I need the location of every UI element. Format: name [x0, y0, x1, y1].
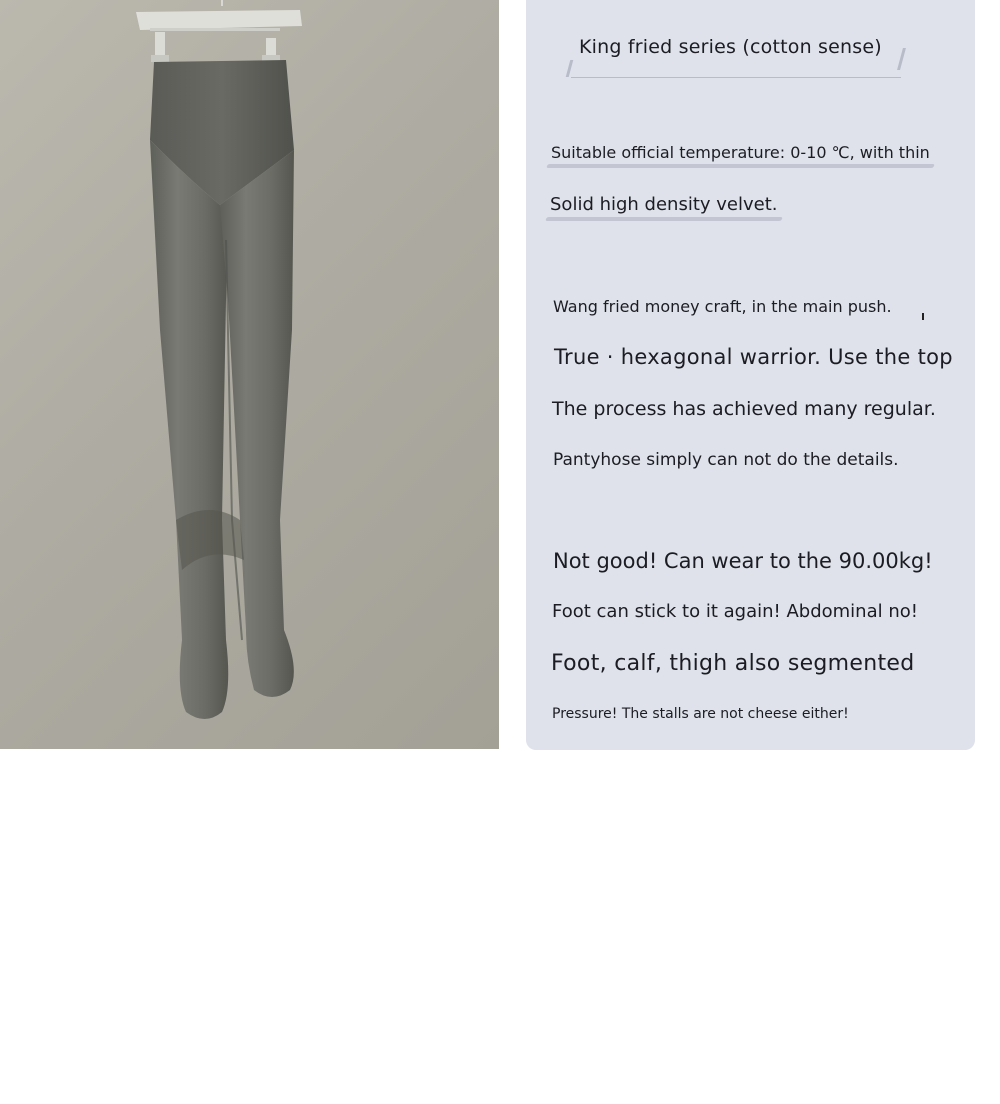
series-title: King fried series (cotton sense) [579, 36, 882, 58]
pantyhose-line: Pantyhose simply can not do the details. [553, 450, 899, 470]
product-photo [0, 0, 499, 749]
weight-line: Not good! Can wear to the 90.00kg! [553, 549, 933, 573]
tick-mark [922, 313, 924, 320]
tights-illustration [0, 0, 499, 749]
segmented-line: Foot, calf, thigh also segmented [551, 651, 915, 676]
description-panel [526, 0, 975, 750]
warrior-line: True · hexagonal warrior. Use the top [554, 345, 953, 369]
pressure-line: Pressure! The stalls are not cheese either! [552, 706, 849, 722]
craft-line: Wang fried money craft, in the main push. [553, 297, 892, 316]
process-line: The process has achieved many regular. [552, 398, 936, 420]
title-rule [571, 77, 901, 78]
velvet-line: Solid high density velvet. [550, 194, 778, 215]
foot-stick-line: Foot can stick to it again! Abdominal no! [552, 601, 918, 622]
temperature-line: Suitable official temperature: 0-10 ℃, with thin [551, 143, 930, 162]
